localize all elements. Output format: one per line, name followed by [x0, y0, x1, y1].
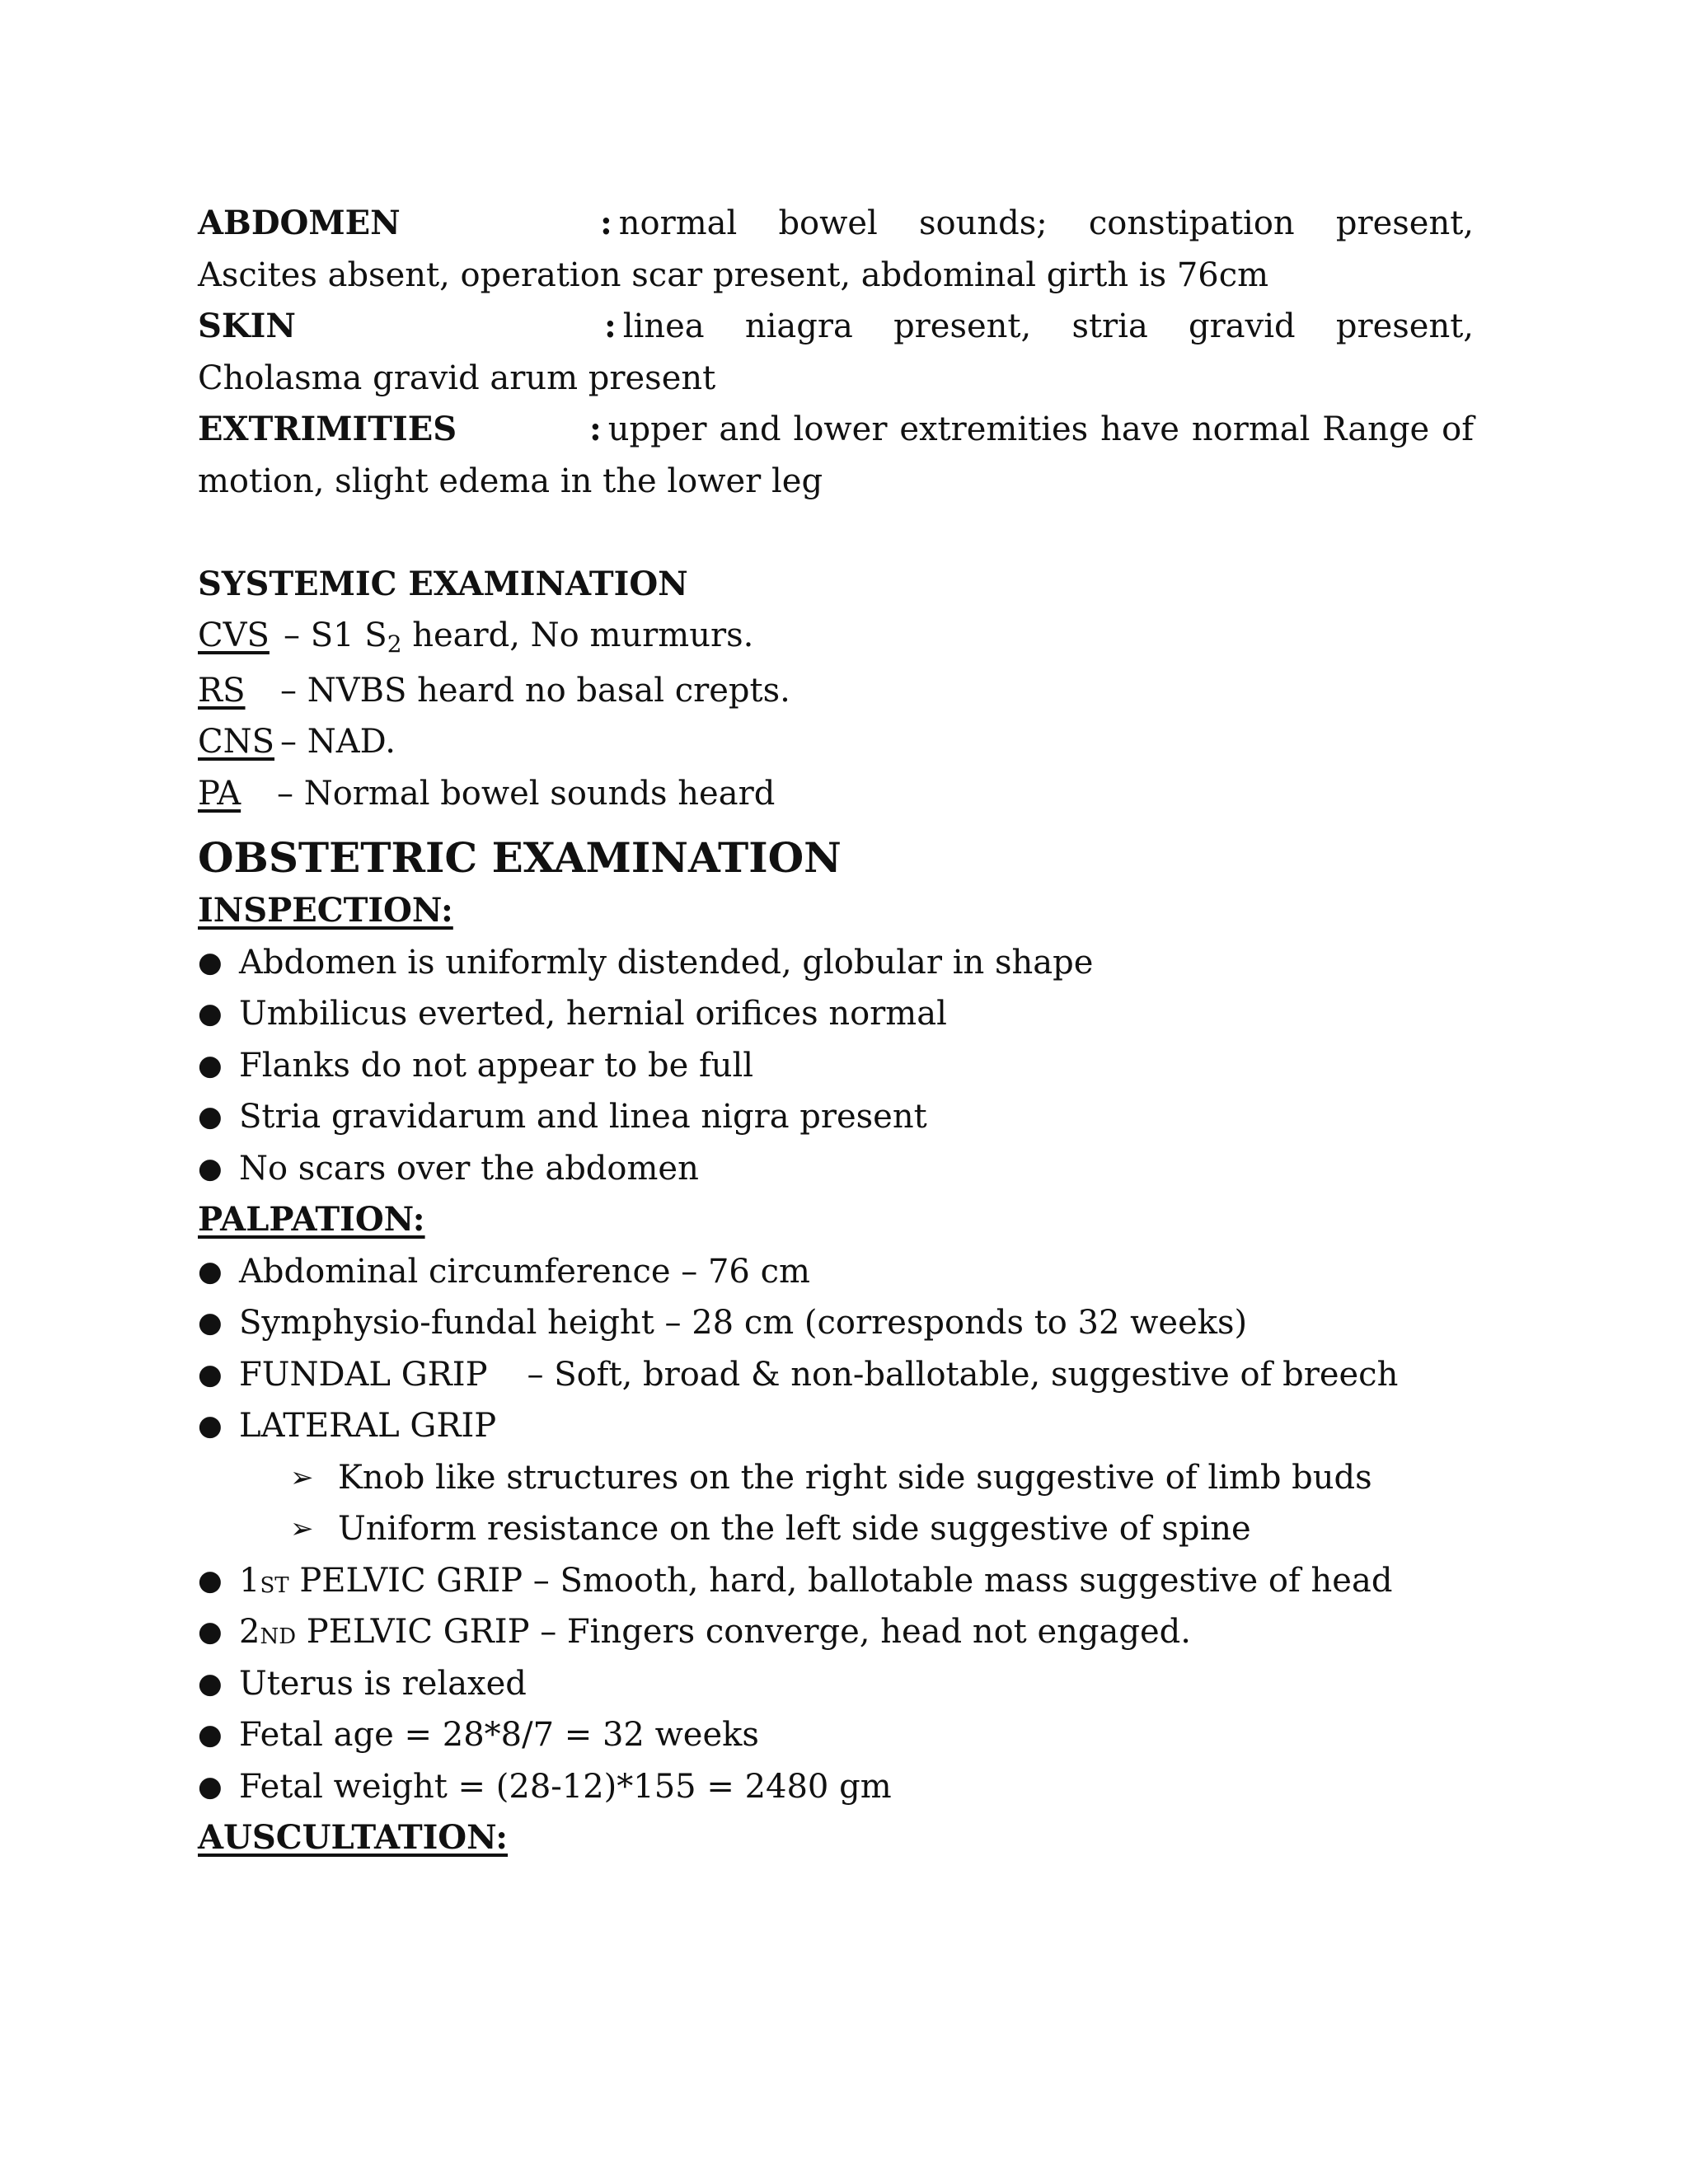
spacer [198, 507, 1474, 559]
systemic-heading: SYSTEMIC EXAMINATION [198, 564, 688, 603]
fundal-grip-label: FUNDAL GRIP [239, 1355, 488, 1394]
cvs-text-post: heard, No murmurs. [401, 616, 754, 654]
list-item-text: Fetal weight = (28-12)*155 = 2480 gm [239, 1767, 892, 1806]
list-item [198, 1246, 1474, 1298]
abdomen-colon: : [600, 204, 612, 242]
bullet-icon: ● [198, 1357, 223, 1391]
bullet-icon: ● [198, 1048, 223, 1082]
abdomen-label: ABDOMEN [198, 204, 401, 242]
inspection-heading: INSPECTION: [198, 891, 453, 930]
list-item [198, 1658, 1474, 1710]
extremities-label: EXTRIMITIES [198, 410, 457, 448]
abdomen-text: normal bowel sounds; constipation present, Ascites absent, operation scar present, abdominal girth is 76cm [198, 204, 1474, 294]
list-item-text: Flanks do not appear to be full [239, 1046, 754, 1085]
extremities-entry [198, 404, 1474, 507]
systemic-row-cns [198, 716, 1474, 768]
arrow-bullet-icon: ➢ [290, 1512, 314, 1545]
list-item [198, 1555, 1474, 1607]
sub-list-item [198, 1503, 1474, 1555]
list-item [198, 1297, 1474, 1349]
pelvic-2-text: PELVIC GRIP – Fingers converge, head not engaged. [296, 1613, 1191, 1651]
bullet-icon: ● [198, 1151, 223, 1185]
fundal-grip-text: – Soft, broad & non-ballotable, suggestive of breech [527, 1355, 1399, 1394]
lateral-grip-label: LATERAL GRIP [239, 1407, 497, 1445]
bullet-icon: ● [198, 1718, 223, 1751]
rs-text: – NVBS heard no basal crepts. [280, 671, 790, 710]
arrow-bullet-icon: ➢ [290, 1460, 314, 1494]
list-item [198, 1709, 1474, 1761]
list-item-text: Abdominal circumference – 76 cm [239, 1252, 810, 1291]
systemic-row-pa [198, 768, 1474, 820]
list-item-text: No scars over the abdomen [239, 1149, 699, 1188]
list-item-text: Symphysio-fundal height – 28 cm (corresponds to 32 weeks) [239, 1304, 1248, 1342]
skin-entry [198, 301, 1474, 404]
bullet-icon: ● [198, 1563, 223, 1597]
bullet-icon: ● [198, 997, 223, 1030]
bullet-icon: ● [198, 945, 223, 979]
pa-text: – Normal bowel sounds heard [277, 774, 776, 813]
pelvic-1-text: PELVIC GRIP – Smooth, hard, ballotable mass suggestive of head [288, 1561, 1393, 1600]
cvs-key: CVS [198, 616, 270, 654]
list-item [198, 937, 1474, 989]
bullet-icon: ● [198, 1254, 223, 1288]
auscultation-heading: AUSCULTATION: [198, 1818, 509, 1857]
pelvic-2-superscript: ND [260, 1624, 297, 1649]
pa-key: PA [198, 774, 241, 813]
palpation-heading: PALPATION: [198, 1200, 425, 1239]
list-item-text: Umbilicus everted, hernial orifices normal [239, 995, 947, 1033]
pelvic-1-superscript: ST [260, 1572, 289, 1598]
list-item [198, 988, 1474, 1040]
pelvic-1-number: 1 [239, 1561, 260, 1600]
skin-colon: : [604, 307, 617, 345]
bullet-icon: ● [198, 1100, 223, 1133]
list-item [198, 1400, 1474, 1452]
bullet-icon: ● [198, 1306, 223, 1339]
systemic-row-rs [198, 665, 1474, 717]
skin-text: linea niagra present, stria gravid present, Cholasma gravid arum present [198, 307, 1474, 397]
abdomen-entry [198, 198, 1474, 301]
sub-list-item [198, 1452, 1474, 1504]
sub-list-item-text: Knob like structures on the right side suggestive of limb buds [338, 1458, 1372, 1497]
systemic-row-cvs [198, 610, 1474, 665]
list-item [198, 1091, 1474, 1143]
list-item-text: Uterus is relaxed [239, 1664, 527, 1703]
bullet-icon: ● [198, 1769, 223, 1803]
list-item [198, 1040, 1474, 1092]
pelvic-2-number: 2 [239, 1613, 260, 1651]
cns-text: – NAD. [280, 723, 396, 761]
bullet-icon: ● [198, 1409, 223, 1442]
extremities-text: upper and lower extremities have normal Range of motion, slight edema in the lower leg [198, 410, 1474, 500]
cns-key: CNS [198, 723, 275, 761]
sub-list-item-text: Uniform resistance on the left side suggestive of spine [338, 1510, 1251, 1548]
list-item [198, 1606, 1474, 1658]
cvs-text-pre: – S1 S [284, 616, 387, 654]
list-item-text: Fetal age = 28*8/7 = 32 weeks [239, 1716, 759, 1754]
list-item-text: Abdomen is uniformly distended, globular in shape [239, 943, 1094, 982]
obstetric-heading: OBSTETRIC EXAMINATION [198, 833, 842, 882]
skin-label: SKIN [198, 307, 296, 345]
list-item [198, 1761, 1474, 1813]
cvs-subscript: 2 [387, 630, 402, 658]
list-item-text: Stria gravidarum and linea nigra present [239, 1098, 927, 1136]
bullet-icon: ● [198, 1615, 223, 1648]
document-page [198, 198, 1474, 1864]
rs-key: RS [198, 671, 246, 710]
list-item [198, 1143, 1474, 1195]
bullet-icon: ● [198, 1666, 223, 1700]
list-item [198, 1349, 1474, 1401]
extremities-colon: : [589, 410, 602, 448]
